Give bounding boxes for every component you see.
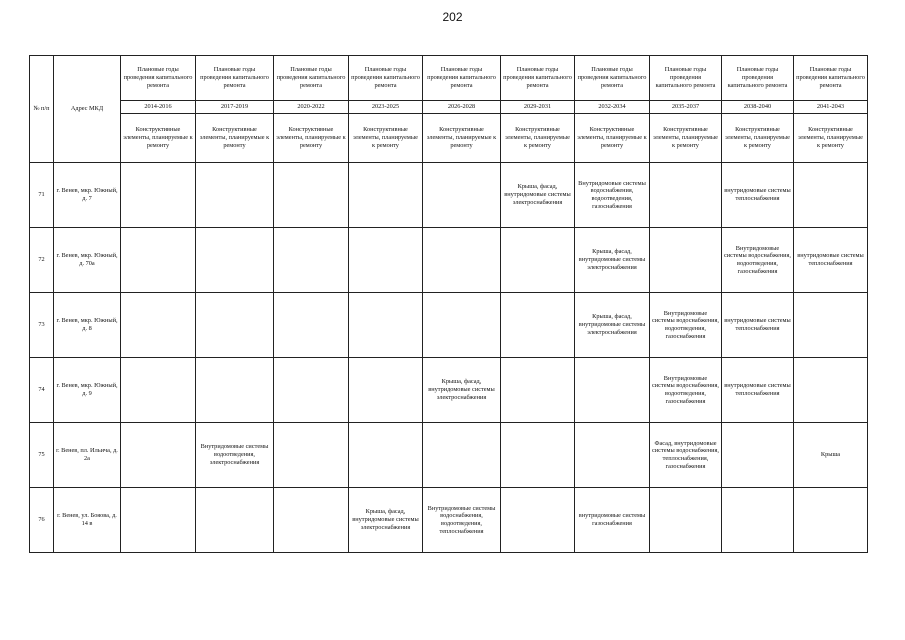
repair-cell: Внутридомовые системы водоснабжения, водоотведения, газоснабжения	[650, 293, 722, 358]
repair-cell	[501, 228, 575, 293]
header-period: 2032-2034	[575, 101, 650, 114]
repair-cell	[423, 228, 501, 293]
repair-cell	[274, 228, 349, 293]
repair-cell	[501, 488, 575, 553]
repair-cell	[349, 358, 423, 423]
header-elements-label: Конструктивные элементы, планируемые к ремонту	[501, 114, 575, 163]
table-row	[30, 293, 868, 358]
row-address: г. Венев, пл. Ильича, д. 2а	[54, 423, 121, 488]
header-period: 2038-2040	[722, 101, 794, 114]
header-elements-label: Конструктивные элементы, планируемые к ремонту	[794, 114, 868, 163]
header-num: № п/п	[30, 56, 54, 163]
table-row	[30, 423, 868, 488]
header-address: Адрес МКД	[54, 56, 121, 163]
repair-cell	[121, 293, 196, 358]
repair-cell	[274, 423, 349, 488]
row-number: 76	[30, 488, 54, 553]
repair-cell	[121, 423, 196, 488]
repair-cell	[650, 163, 722, 228]
row-address: г. Венев, мкр. Южный, д. 70а	[54, 228, 121, 293]
repair-cell	[794, 163, 868, 228]
row-address: г. Венев, ул. Бояова, д. 14 в	[54, 488, 121, 553]
header-elements-label: Конструктивные элементы, планируемые к ремонту	[274, 114, 349, 163]
repair-cell	[575, 423, 650, 488]
row-number: 74	[30, 358, 54, 423]
repair-cell	[121, 163, 196, 228]
table-row	[30, 163, 868, 228]
header-plan-label: Плановые годы проведения капитального ремонта	[650, 56, 722, 101]
repair-cell: внутридомовые системы теплоснабжения	[794, 228, 868, 293]
repair-cell	[274, 163, 349, 228]
header-plan-label: Плановые годы проведения капитального ремонта	[196, 56, 274, 101]
repair-cell	[274, 358, 349, 423]
header-period: 2014-2016	[121, 101, 196, 114]
header-elements-label: Конструктивные элементы, планируемые к ремонту	[575, 114, 650, 163]
header-plan-label: Плановые годы проведения капитального ремонта	[575, 56, 650, 101]
header-elements-label: Конструктивные элементы, планируемые к ремонту	[423, 114, 501, 163]
header-elements-label: Конструктивные элементы, планируемые к ремонту	[650, 114, 722, 163]
repair-cell: Внутридомовые системы водоснабжения, водоотведения, теплоснабжения	[423, 488, 501, 553]
repair-cell: внутридомовые системы теплоснабжения	[722, 293, 794, 358]
header-plan-label: Плановые годы проведения капитального ремонта	[501, 56, 575, 101]
repair-cell: Крыша, фасад, внутридомовые системы электроснабжения	[575, 228, 650, 293]
table-row	[30, 228, 868, 293]
repair-cell	[501, 358, 575, 423]
repair-cell	[196, 228, 274, 293]
header-period: 2023-2025	[349, 101, 423, 114]
repair-cell	[794, 293, 868, 358]
header-plan-label: Плановые годы проведения капитального ремонта	[722, 56, 794, 101]
header-period: 2026-2028	[423, 101, 501, 114]
row-address: г. Венев, мкр. Южный, д. 7	[54, 163, 121, 228]
repair-cell: Крыша	[794, 423, 868, 488]
repair-cell	[650, 228, 722, 293]
row-address: г. Венев, мкр. Южный, д. 8	[54, 293, 121, 358]
row-number: 75	[30, 423, 54, 488]
repair-cell	[501, 423, 575, 488]
repair-cell	[349, 423, 423, 488]
repair-cell	[196, 293, 274, 358]
header-elements-label: Конструктивные элементы, планируемые к ремонту	[722, 114, 794, 163]
repair-cell	[196, 488, 274, 553]
table-row	[30, 488, 868, 553]
repair-cell	[650, 488, 722, 553]
repair-cell: Внутридомовые системы водоотведения, электроснабжения	[196, 423, 274, 488]
repair-cell	[423, 423, 501, 488]
repair-cell: внутридомовые системы теплоснабжения	[722, 358, 794, 423]
header-plan-label: Плановые годы проведения капитального ремонта	[274, 56, 349, 101]
repair-cell: Крыша, фасад, внутридомовые системы электроснабжения	[501, 163, 575, 228]
page-number: 202	[442, 10, 463, 24]
repair-cell: Крыша, фасад, внутридомовые системы электроснабжения	[575, 293, 650, 358]
repair-cell	[423, 163, 501, 228]
repair-cell	[501, 293, 575, 358]
header-period: 2035-2037	[650, 101, 722, 114]
repair-cell: внутридомовые системы газоснабжения	[575, 488, 650, 553]
repair-cell	[121, 358, 196, 423]
header-plan-label: Плановые годы проведения капитального ремонта	[423, 56, 501, 101]
repair-cell: Фасад, внутридомовые системы водоснабжения, теплоснабжения, газоснабжения	[650, 423, 722, 488]
repair-cell: Внутридомовые системы водоснабжения, водоотведения, газоснабжения	[722, 228, 794, 293]
row-number: 71	[30, 163, 54, 228]
header-plan-label: Плановые годы проведения капитального ремонта	[794, 56, 868, 101]
repair-cell: Внутридомовые системы водоснабжения, водоотведения, газоснабжения	[650, 358, 722, 423]
repair-cell	[196, 163, 274, 228]
row-address: г. Венев, мкр. Южный, д. 9	[54, 358, 121, 423]
header-plan-label: Плановые годы проведения капитального ремонта	[349, 56, 423, 101]
repair-cell	[794, 488, 868, 553]
repair-cell: Крыша, фасад, внутридомовые системы электроснабжения	[423, 358, 501, 423]
repair-cell	[121, 488, 196, 553]
repair-cell	[722, 423, 794, 488]
repair-cell	[196, 358, 274, 423]
repair-cell: Внутридомовые системы водоснабжения, водоотведения, газоснабжения	[575, 163, 650, 228]
repair-cell	[349, 228, 423, 293]
header-period: 2017-2019	[196, 101, 274, 114]
repair-cell	[274, 488, 349, 553]
repair-cell: Крыша, фасад, внутридомовые системы электроснабжения	[349, 488, 423, 553]
table-row	[30, 358, 868, 423]
repair-cell	[274, 293, 349, 358]
repair-cell	[349, 163, 423, 228]
header-period: 2029-2031	[501, 101, 575, 114]
repair-schedule-table	[29, 55, 868, 553]
header-elements-label: Конструктивные элементы, планируемые к ремонту	[349, 114, 423, 163]
repair-cell	[121, 228, 196, 293]
header-plan-label: Плановые годы проведения капитального ремонта	[121, 56, 196, 101]
header-row-elements	[30, 114, 868, 163]
repair-cell	[349, 293, 423, 358]
header-row-years	[30, 101, 868, 114]
row-number: 72	[30, 228, 54, 293]
header-period: 2020-2022	[274, 101, 349, 114]
header-period: 2041-2043	[794, 101, 868, 114]
repair-cell	[722, 488, 794, 553]
header-elements-label: Конструктивные элементы, планируемые к ремонту	[121, 114, 196, 163]
repair-cell	[575, 358, 650, 423]
repair-cell	[794, 358, 868, 423]
row-number: 73	[30, 293, 54, 358]
header-elements-label: Конструктивные элементы, планируемые к ремонту	[196, 114, 274, 163]
header-row-plan	[30, 56, 868, 101]
repair-cell: внутридомовые системы теплоснабжения	[722, 163, 794, 228]
repair-cell	[423, 293, 501, 358]
